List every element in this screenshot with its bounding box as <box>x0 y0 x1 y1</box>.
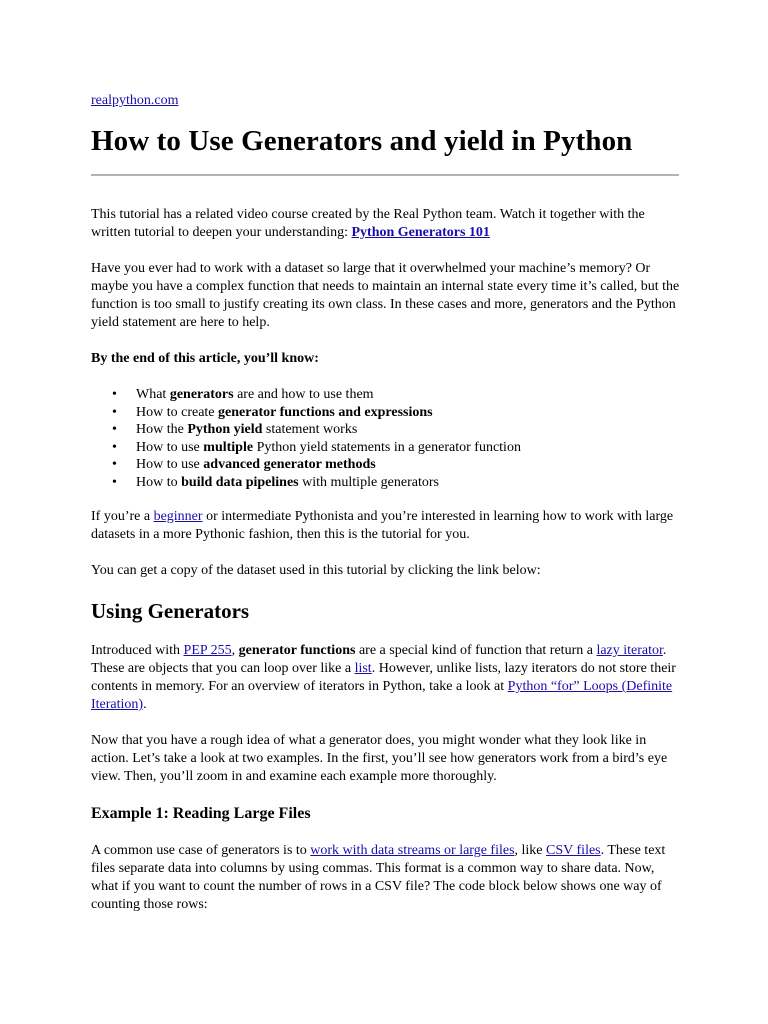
list-item: • How to build data pipelines with multiple generators <box>136 474 681 492</box>
intro-text: This tutorial has a related video course created by the Real Python team. Watch it together with the written tutorial to deepen your understanding: <box>91 207 645 240</box>
list-item: • How to use multiple Python yield statements in a generator function <box>136 439 681 457</box>
lazy-iterator-link[interactable]: lazy iterator <box>596 643 663 658</box>
title-divider <box>91 174 679 176</box>
learning-goals-list <box>91 386 681 491</box>
csv-files-link[interactable]: CSV files <box>546 843 601 858</box>
list-link[interactable]: list <box>354 661 372 676</box>
data-streams-link[interactable]: work with data streams or large files <box>310 843 515 858</box>
pep-255-link[interactable]: PEP 255 <box>183 643 232 658</box>
intro-paragraph-video <box>91 206 681 242</box>
dataset-paragraph: You can get a copy of the dataset used in this tutorial by clicking the link below: <box>91 563 541 578</box>
list-item: • How to create generator functions and expressions <box>136 404 681 422</box>
list-item: • How to use advanced generator methods <box>136 456 681 474</box>
intro-paragraph-memory: Have you ever had to work with a dataset so large that it overwhelmed your machine’s memory? Or maybe you have a complex function that needs to maintain an internal state every time it’s called, but the function is too small to justify creating its own class. In these cases and more, generators and the Python yield statement are here to help. <box>91 261 680 330</box>
beginner-link[interactable]: beginner <box>153 509 203 524</box>
article-content <box>91 92 681 932</box>
video-course-link[interactable]: Python Generators 101 <box>351 225 490 240</box>
list-item: • How the Python yield statement works <box>136 421 681 439</box>
generators-intro-paragraph: Introduced with PEP 255, generator functions are a special kind of function that return a lazy iterator. These are objects that you can loop over like a list. However, unlike lists, lazy iterators do not store their contents in memory. For an overview of iterators in Python, take a look at Python “for” Loops (Definite Iteration). <box>91 643 676 712</box>
example-1-heading: Example 1: Reading Large Files <box>91 805 311 822</box>
example-1-paragraph: A common use case of generators is to work with data streams or large files, like CSV files. These text files separate data into columns by using commas. This format is a common way to share data. Now, what if you want to count the number of rows in a CSV file? The code block below shows one way of counting those rows: <box>91 843 666 912</box>
section-heading-using-generators: Using Generators <box>91 599 250 623</box>
for-loops-link[interactable]: Python “for” Loops (Definite Iteration) <box>91 679 673 712</box>
by-end-heading: By the end of this article, you’ll know: <box>91 351 319 366</box>
list-item: • What generators are and how to use them <box>136 386 681 404</box>
audience-paragraph: If you’re a beginner or intermediate Pythonista and you’re interested in learning how to work with large datasets in a more Pythonic fashion, then this is the tutorial for you. <box>91 509 674 542</box>
page-title: How to Use Generators and yield in Python <box>91 125 633 157</box>
generators-action-paragraph: Now that you have a rough idea of what a generator does, you might wonder what they look like in action. Let’s take a look at two examples. In the first, you’ll see how generators work from a bird’s eye view. Then, you’ll zoom in and examine each example more thoroughly. <box>91 733 668 784</box>
site-link[interactable]: realpython.com <box>91 93 179 108</box>
